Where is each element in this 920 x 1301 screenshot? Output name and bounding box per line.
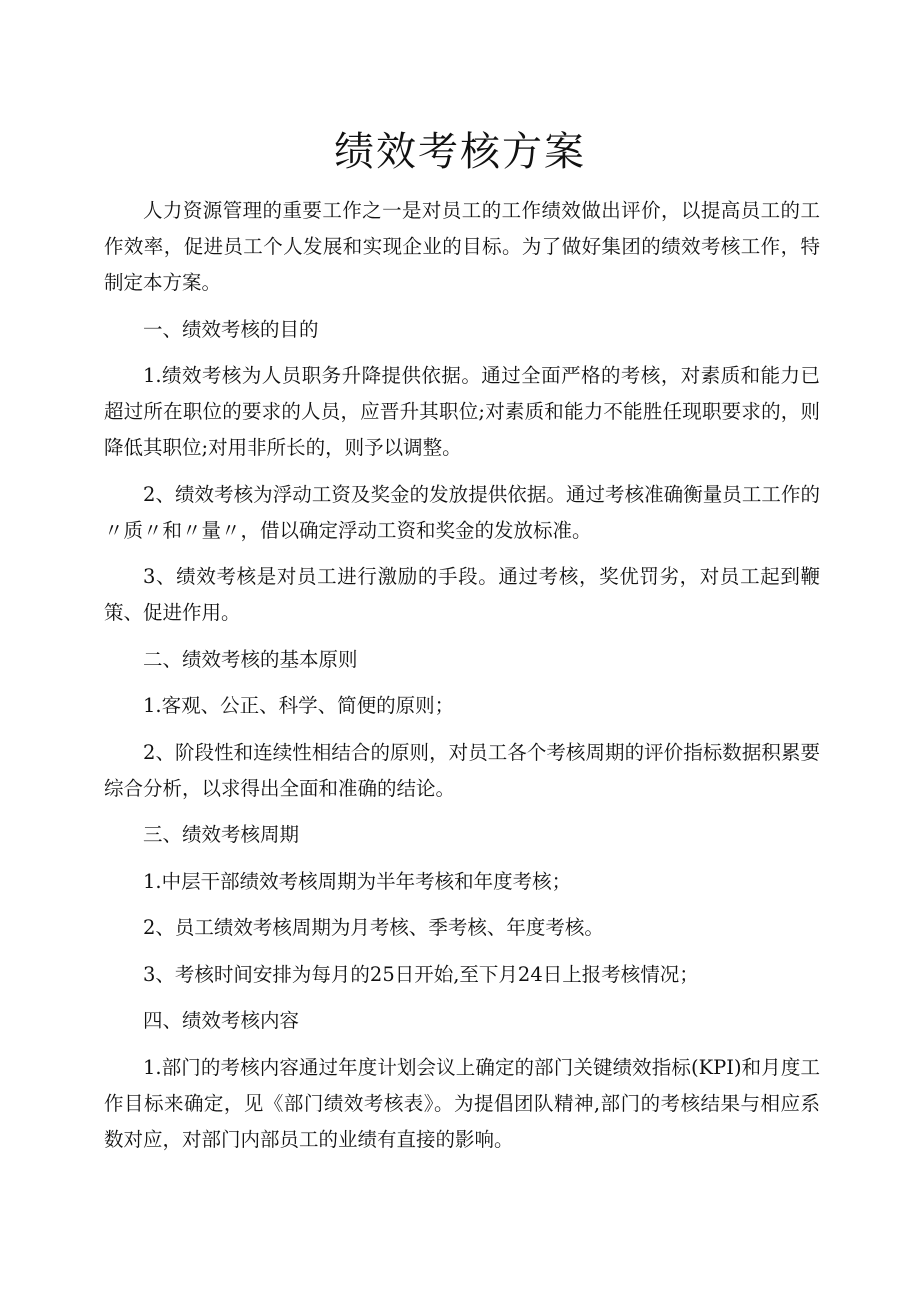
- paragraph: 2、员工绩效考核周期为月考核、季考核、年度考核。: [143, 916, 604, 939]
- paragraph: 3、绩效考核是对员工进行激励的手段。通过考核，奖优罚劣，对员工起到鞭策、促进作用。: [104, 565, 820, 624]
- intro-paragraph: 人力资源管理的重要工作之一是对员工的工作绩效做出评价，以提高员工的工作效率，促进员工个人发展和实现企业的目标。为了做好集团的绩效考核工作，特制定本方案。: [104, 199, 820, 294]
- section-heading-cycle: 三、绩效考核周期: [143, 823, 300, 846]
- paragraph: 1.中层干部绩效考核周期为半年考核和年度考核；: [143, 869, 572, 893]
- paragraph: 1.绩效考核为人员职务升降提供依据。通过全面严格的考核，对素质和能力已超过所在职位的要求的人员，应晋升其职位;对素质和能力不能胜任现职要求的，则降低其职位;对用非所长的，则予以调整。: [104, 364, 820, 459]
- document-body: [104, 193, 820, 1168]
- section-heading-principles: 二、绩效考核的基本原则: [143, 647, 358, 671]
- paragraph: 1.部门的考核内容通过年度计划会议上确定的部门关键绩效指标(KPI)和月度工作目标来确定，见《部门绩效考核表》。为提倡团队精神,部门的考核结果与相应系数对应，对部门内部员工的业绩有直接的影响。: [104, 1055, 820, 1151]
- paragraph: 2、阶段性和连续性相结合的原则，对员工各个考核周期的评价指标数据积累要综合分析，以求得出全面和准确的结论。: [104, 740, 820, 800]
- section-heading-purpose: 一、绩效考核的目的: [143, 317, 319, 341]
- paragraph: 3、考核时间安排为每月的25日开始,至下月24日上报考核情况；: [143, 962, 699, 986]
- document-title: 绩效考核方案: [334, 129, 586, 175]
- section-heading-content: 四、绩效考核内容: [143, 1009, 300, 1032]
- paragraph: 1.客观、公正、科学、简便的原则；: [143, 694, 455, 717]
- paragraph: 2、绩效考核为浮动工资及奖金的发放提供依据。通过考核准确衡量员工工作的〃质〃和〃量〃，借以确定浮动工资和奖金的发放标准。: [104, 482, 820, 542]
